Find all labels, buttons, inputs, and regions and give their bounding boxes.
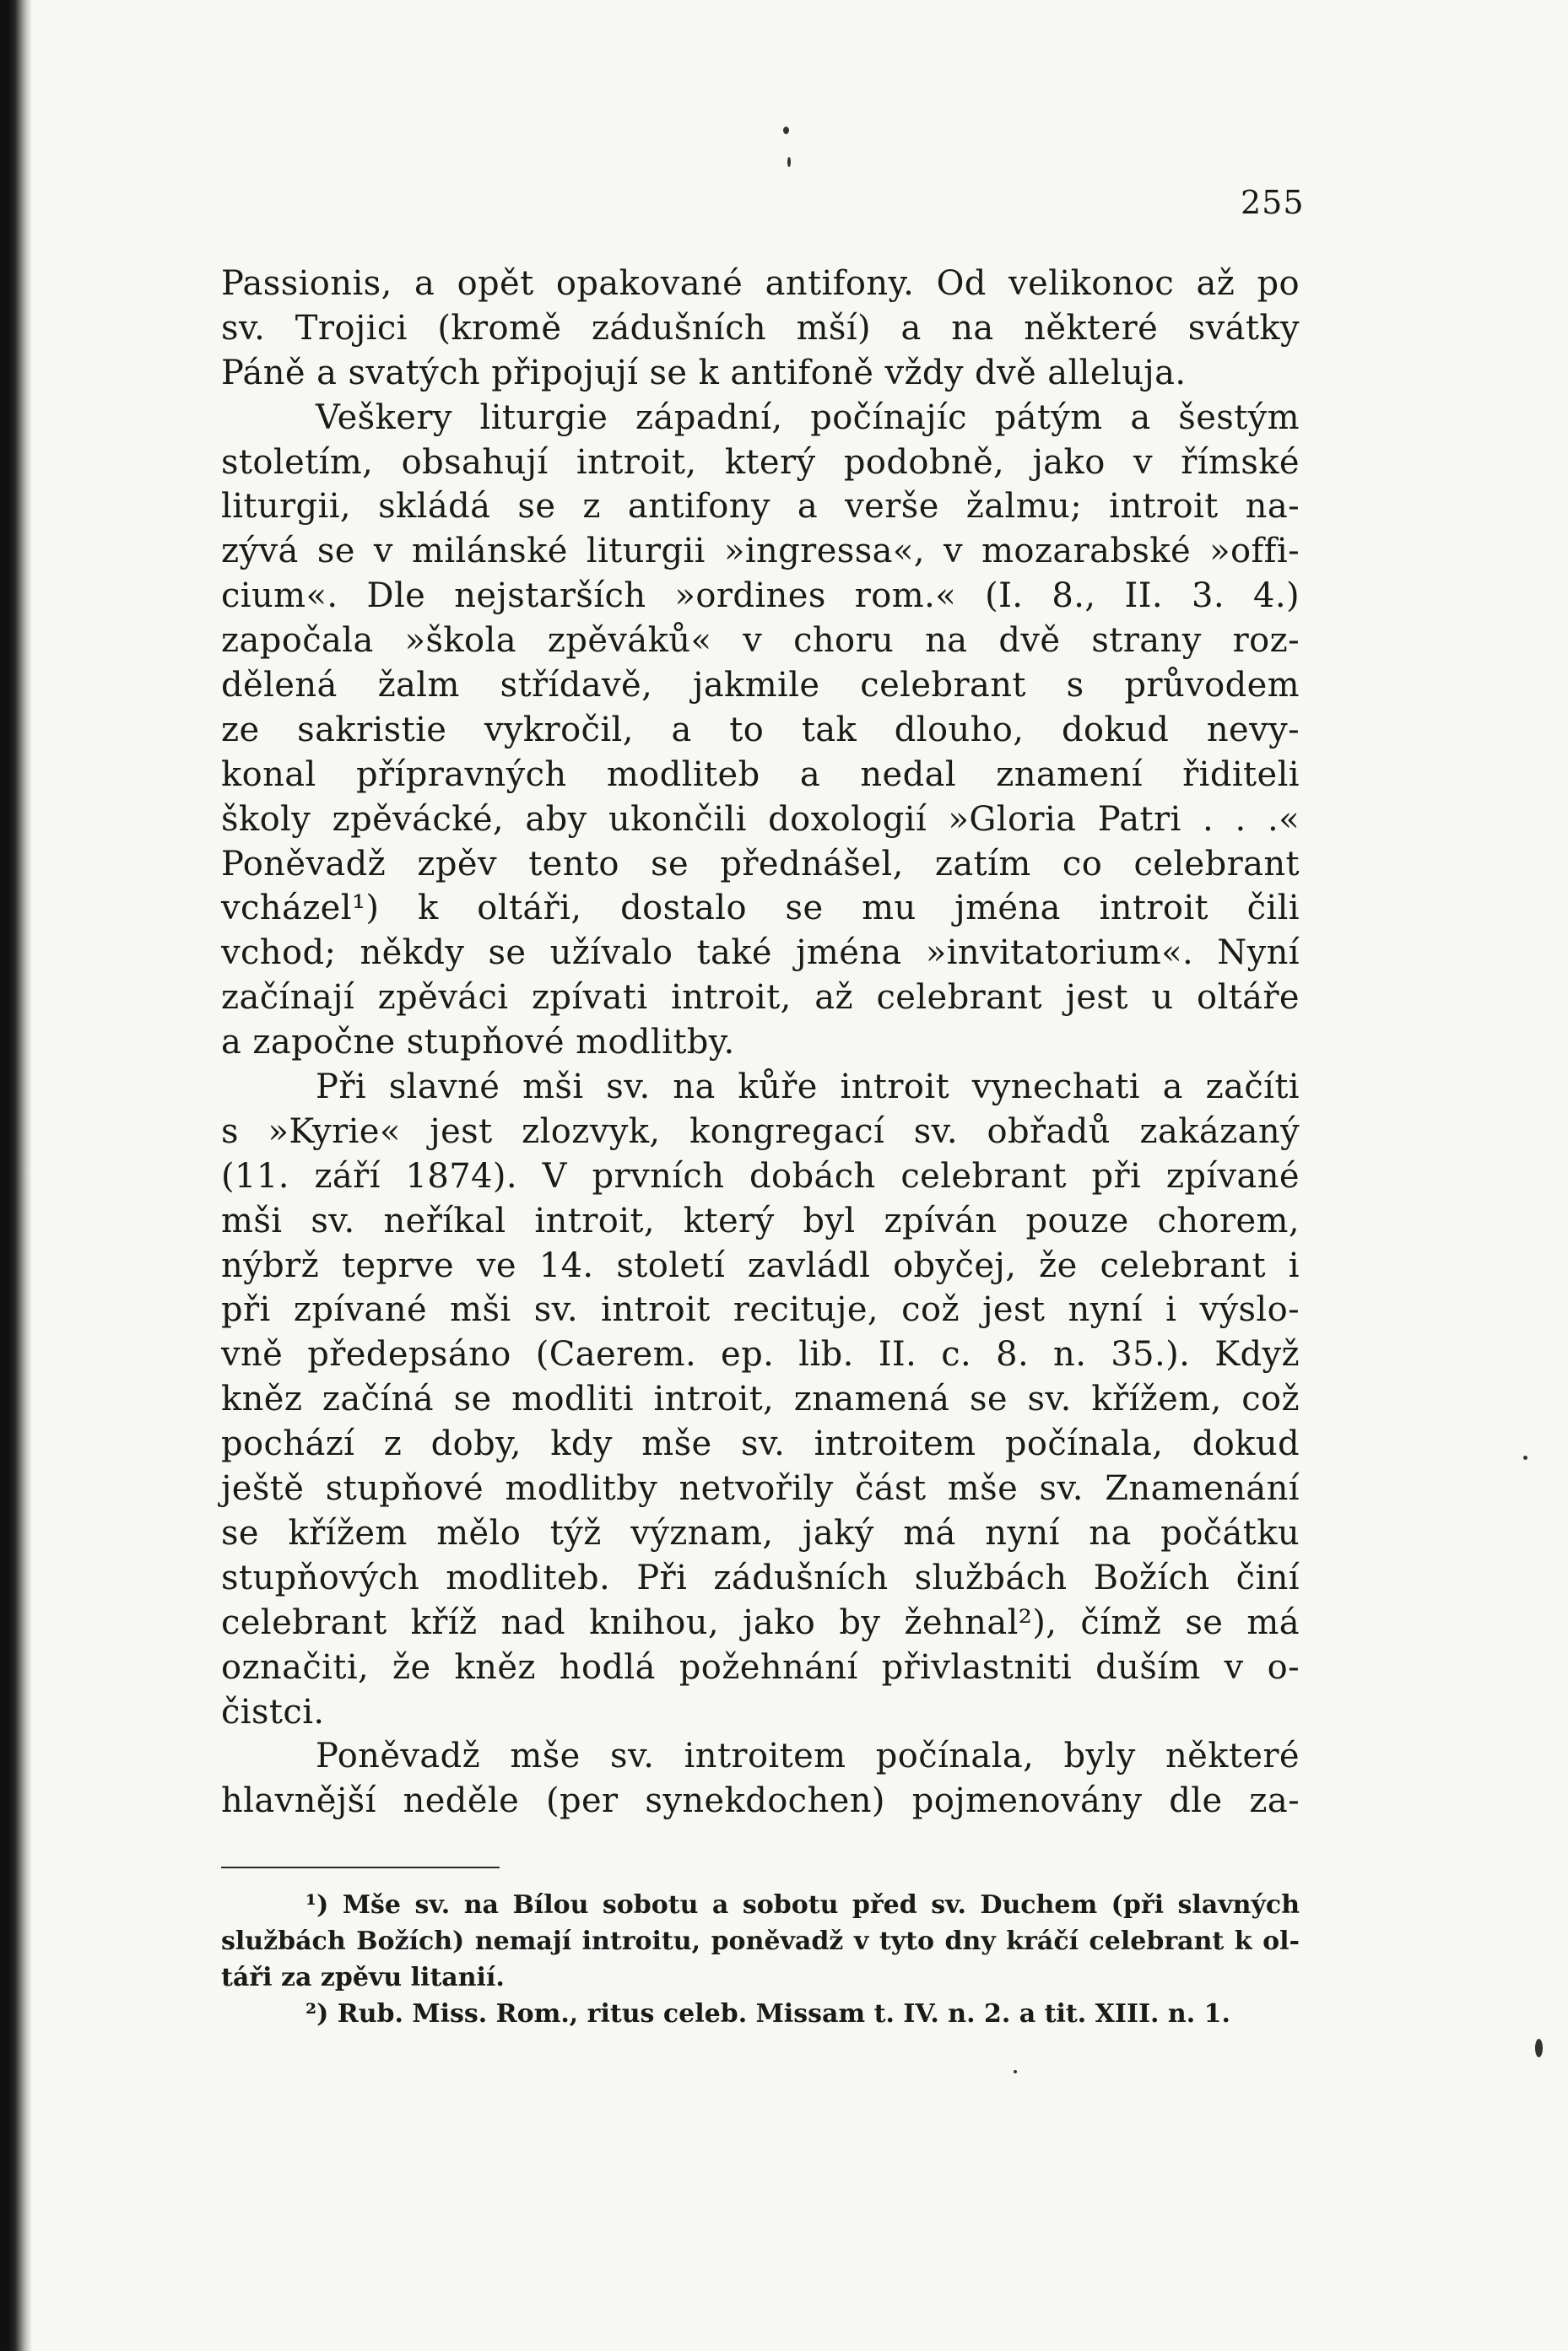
paragraph-start-line: Veškery liturgie západní, počínajíc pátým a šestým bbox=[316, 397, 1300, 437]
print-speck bbox=[1535, 2039, 1543, 2057]
text-line: začínají zpěváci zpívati introit, až celebrant jest u oltáře bbox=[221, 978, 1300, 1018]
text-line: Poněvadž zpěv tento se přednášel, zatím co celebrant bbox=[221, 844, 1300, 884]
text-line: vně předepsáno (Caerem. ep. lib. II. c. 8. n. 35.). Když bbox=[221, 1335, 1300, 1375]
text-line: ze sakristie vykročil, a to tak dlouho, dokud nevy- bbox=[221, 710, 1300, 749]
paragraph-start-line: Při slavné mši sv. na kůře introit vynechati a začíti bbox=[316, 1067, 1300, 1107]
text-line: dělená žalm střídavě, jakmile celebrant s průvodem bbox=[221, 666, 1300, 705]
text-line: stoletím, obsahují introit, který podobně, jako v římské bbox=[221, 442, 1300, 482]
text-line: s »Kyrie« jest zlozvyk, kongregací sv. obřadů zakázaný bbox=[221, 1111, 1300, 1151]
text-line: celebrant kříž nad knihou, jako by žehnal²), čímž se má bbox=[221, 1602, 1300, 1642]
print-speck bbox=[1014, 2070, 1017, 2073]
text-line: vchod; někdy se užívalo také jména »invitatorium«. Nyní bbox=[221, 933, 1300, 973]
page-number: 255 bbox=[1241, 184, 1305, 221]
text-line: započala »škola zpěváků« v choru na dvě strany roz- bbox=[221, 621, 1300, 661]
page-binding-edge bbox=[0, 0, 32, 2351]
text-line: sv. Trojici (kromě zádušních mší) a na některé svátky bbox=[221, 308, 1300, 348]
text-line: označiti, že kněz hodlá požehnání přivlastniti duším v o- bbox=[221, 1647, 1300, 1687]
text-line: liturgii, skládá se z antifony a verše žalmu; introit na- bbox=[221, 487, 1300, 527]
text-line: stupňových modliteb. Při zádušních službách Božích činí bbox=[221, 1558, 1300, 1597]
footnote-line: ²) Rub. Miss. Rom., ritus celeb. Missam t. IV. n. 2. a tit. XIII. n. 1. bbox=[305, 1999, 1230, 2029]
text-line: Passionis, a opět opakované antifony. Od velikonoc až po bbox=[221, 264, 1300, 303]
paragraph-start-line: Poněvadž mše sv. introitem počínala, byly některé bbox=[316, 1737, 1300, 1776]
print-speck bbox=[783, 127, 789, 134]
text-line: konal přípravných modliteb a nedal znamení řiditeli bbox=[221, 754, 1300, 794]
text-line: pochází z doby, kdy mše sv. introitem počínala, dokud bbox=[221, 1424, 1300, 1464]
text-line: kněz začíná se modliti introit, znamená se sv. křížem, což bbox=[221, 1380, 1300, 1419]
footnotes bbox=[221, 1887, 1300, 2032]
text-line: (11. září 1874). V prvních dobách celebrant při zpívané bbox=[221, 1156, 1300, 1196]
text-line: nýbrž teprve ve 14. století zavládl obyčej, že celebrant i bbox=[221, 1246, 1300, 1285]
footnote-line: službách Božích) nemají introitu, poněvadž v tyto dny kráčí celebrant k ol- bbox=[221, 1927, 1300, 1956]
text-line: hlavnější neděle (per synekdochen) pojmenovány dle za- bbox=[221, 1781, 1300, 1821]
text-line: se křížem mělo týž význam, jaký má nyní na počátku bbox=[221, 1513, 1300, 1553]
text-line: zývá se v milánské liturgii »ingressa«, v mozarabské »offi- bbox=[221, 532, 1300, 571]
text-line: mši sv. neříkal introit, který byl zpíván pouze chorem, bbox=[221, 1201, 1300, 1240]
text-line: při zpívané mši sv. introit recituje, což jest nyní i výslo- bbox=[221, 1290, 1300, 1330]
text-line: Páně a svatých připojují se k antifoně vždy dvě alleluja. bbox=[221, 353, 1187, 392]
print-speck bbox=[1523, 1456, 1527, 1460]
footnote-line: táři za zpěvu litanií. bbox=[221, 1963, 505, 1992]
footnote-divider bbox=[221, 1867, 500, 1868]
text-line: čistci. bbox=[221, 1692, 325, 1732]
footnote-line: ¹) Mše sv. na Bílou sobotu a sobotu před sv. Duchem (při slavných bbox=[305, 1890, 1300, 1920]
text-line: cium«. Dle nejstarších »ordines rom.« (I. 8., II. 3. 4.) bbox=[221, 576, 1300, 616]
text-line: a započne stupňové modlitby. bbox=[221, 1023, 735, 1062]
text-line: vcházel¹) k oltáři, dostalo se mu jména introit čili bbox=[221, 889, 1300, 928]
body-text bbox=[221, 262, 1300, 1824]
text-line: školy zpěvácké, aby ukončili doxologií »Gloria Patri . . .« bbox=[221, 799, 1300, 839]
print-speck bbox=[787, 157, 791, 167]
text-line: ještě stupňové modlitby netvořily část mše sv. Znamenání bbox=[221, 1469, 1300, 1509]
